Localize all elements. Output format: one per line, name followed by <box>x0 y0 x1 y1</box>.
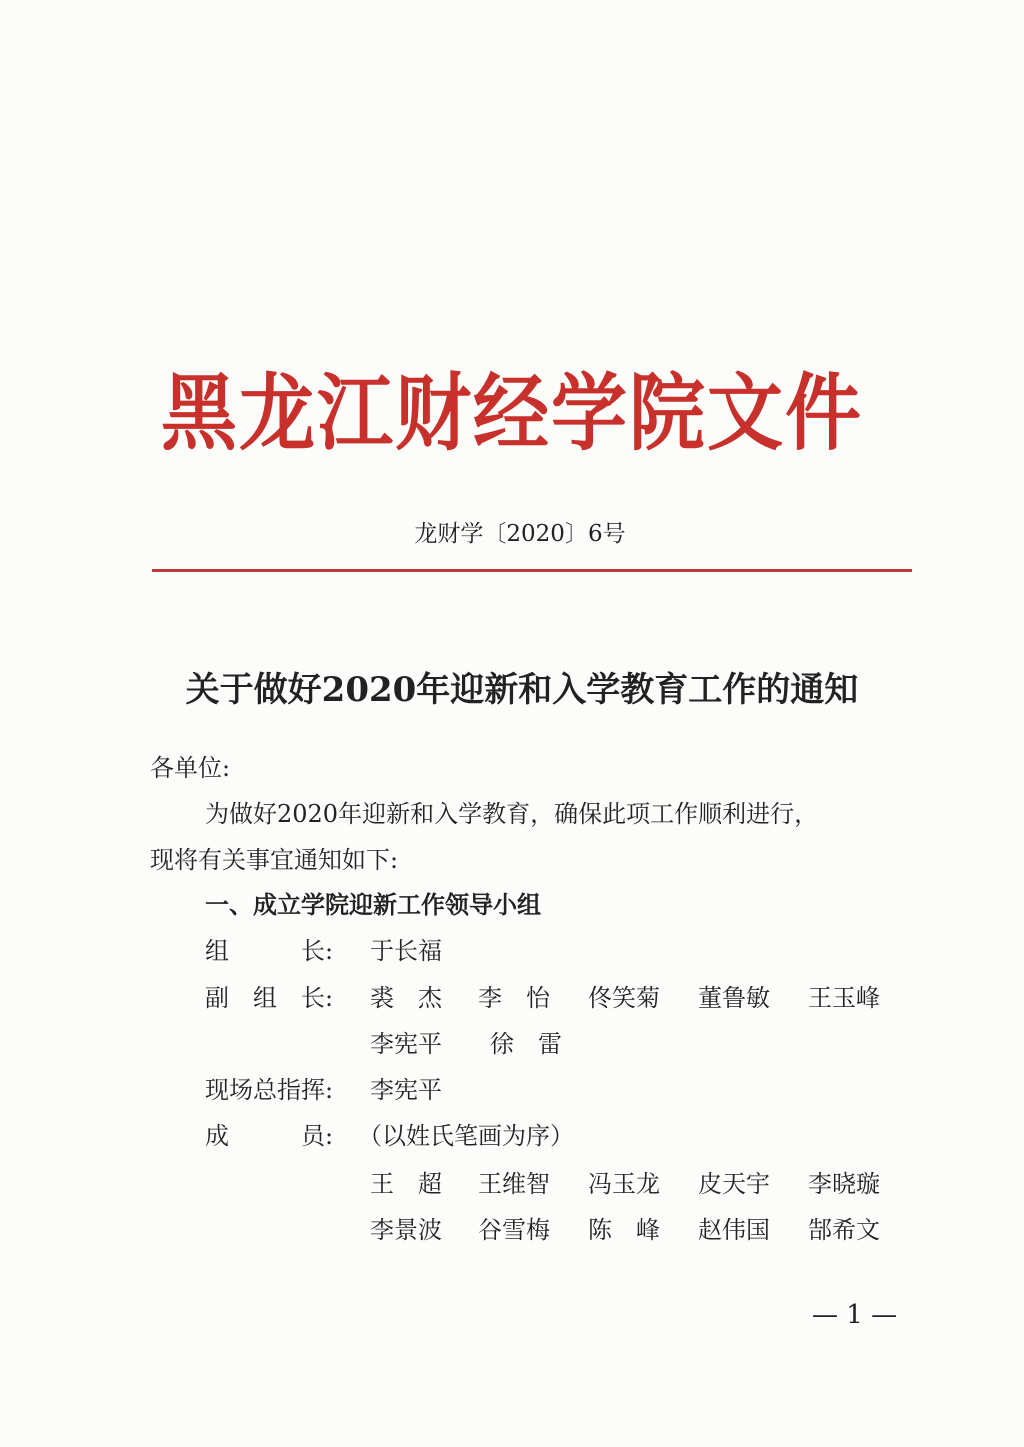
deputy-name: 李宪平 <box>370 1030 442 1058</box>
member-name: 陈 峰 <box>588 1216 660 1244</box>
leader-label: 组 长: <box>205 937 334 965</box>
salutation: 各单位: <box>150 754 231 782</box>
document-number: 龙财学〔2020〕6号 <box>414 521 626 547</box>
member-name: 冯玉龙 <box>588 1170 660 1198</box>
intro-line-1: 为做好2020年迎新和入学教育，确保此项工作顺利进行， <box>205 800 819 828</box>
red-divider <box>152 569 912 572</box>
member-name: 谷雪梅 <box>478 1216 550 1244</box>
members-note: （以姓氏笔画为序） <box>358 1122 574 1150</box>
member-name: 李晓璇 <box>808 1170 880 1198</box>
leader-name: 于长福 <box>370 937 442 965</box>
member-name: 郜希文 <box>808 1216 880 1244</box>
member-name: 王维智 <box>478 1170 550 1198</box>
document-title: 关于做好2020年迎新和入学教育工作的通知 <box>185 670 859 710</box>
document-header: 黑龙江财经学院文件 <box>161 364 863 463</box>
intro-line-2: 现将有关事宜通知如下: <box>150 846 399 874</box>
deputy-name: 王玉峰 <box>808 984 880 1012</box>
member-name: 王 超 <box>370 1170 442 1198</box>
commander-name: 李宪平 <box>370 1076 442 1104</box>
member-name: 皮天宇 <box>698 1170 770 1198</box>
member-name: 李景波 <box>370 1216 442 1244</box>
member-name: 赵伟国 <box>698 1216 770 1244</box>
section-heading: 一、成立学院迎新工作领导小组 <box>205 890 541 919</box>
deputy-label: 副 组 长: <box>205 984 334 1012</box>
deputy-name: 佟笑菊 <box>588 984 660 1012</box>
deputy-name: 裘 杰 <box>370 984 442 1012</box>
commander-label: 现场总指挥: <box>205 1076 334 1104</box>
page-number: — 1 — <box>812 1300 898 1330</box>
deputy-name: 徐 雷 <box>490 1030 562 1058</box>
deputy-name: 董鲁敏 <box>698 984 770 1012</box>
deputy-name: 李 怡 <box>478 984 550 1012</box>
members-label: 成 员: <box>205 1122 334 1150</box>
